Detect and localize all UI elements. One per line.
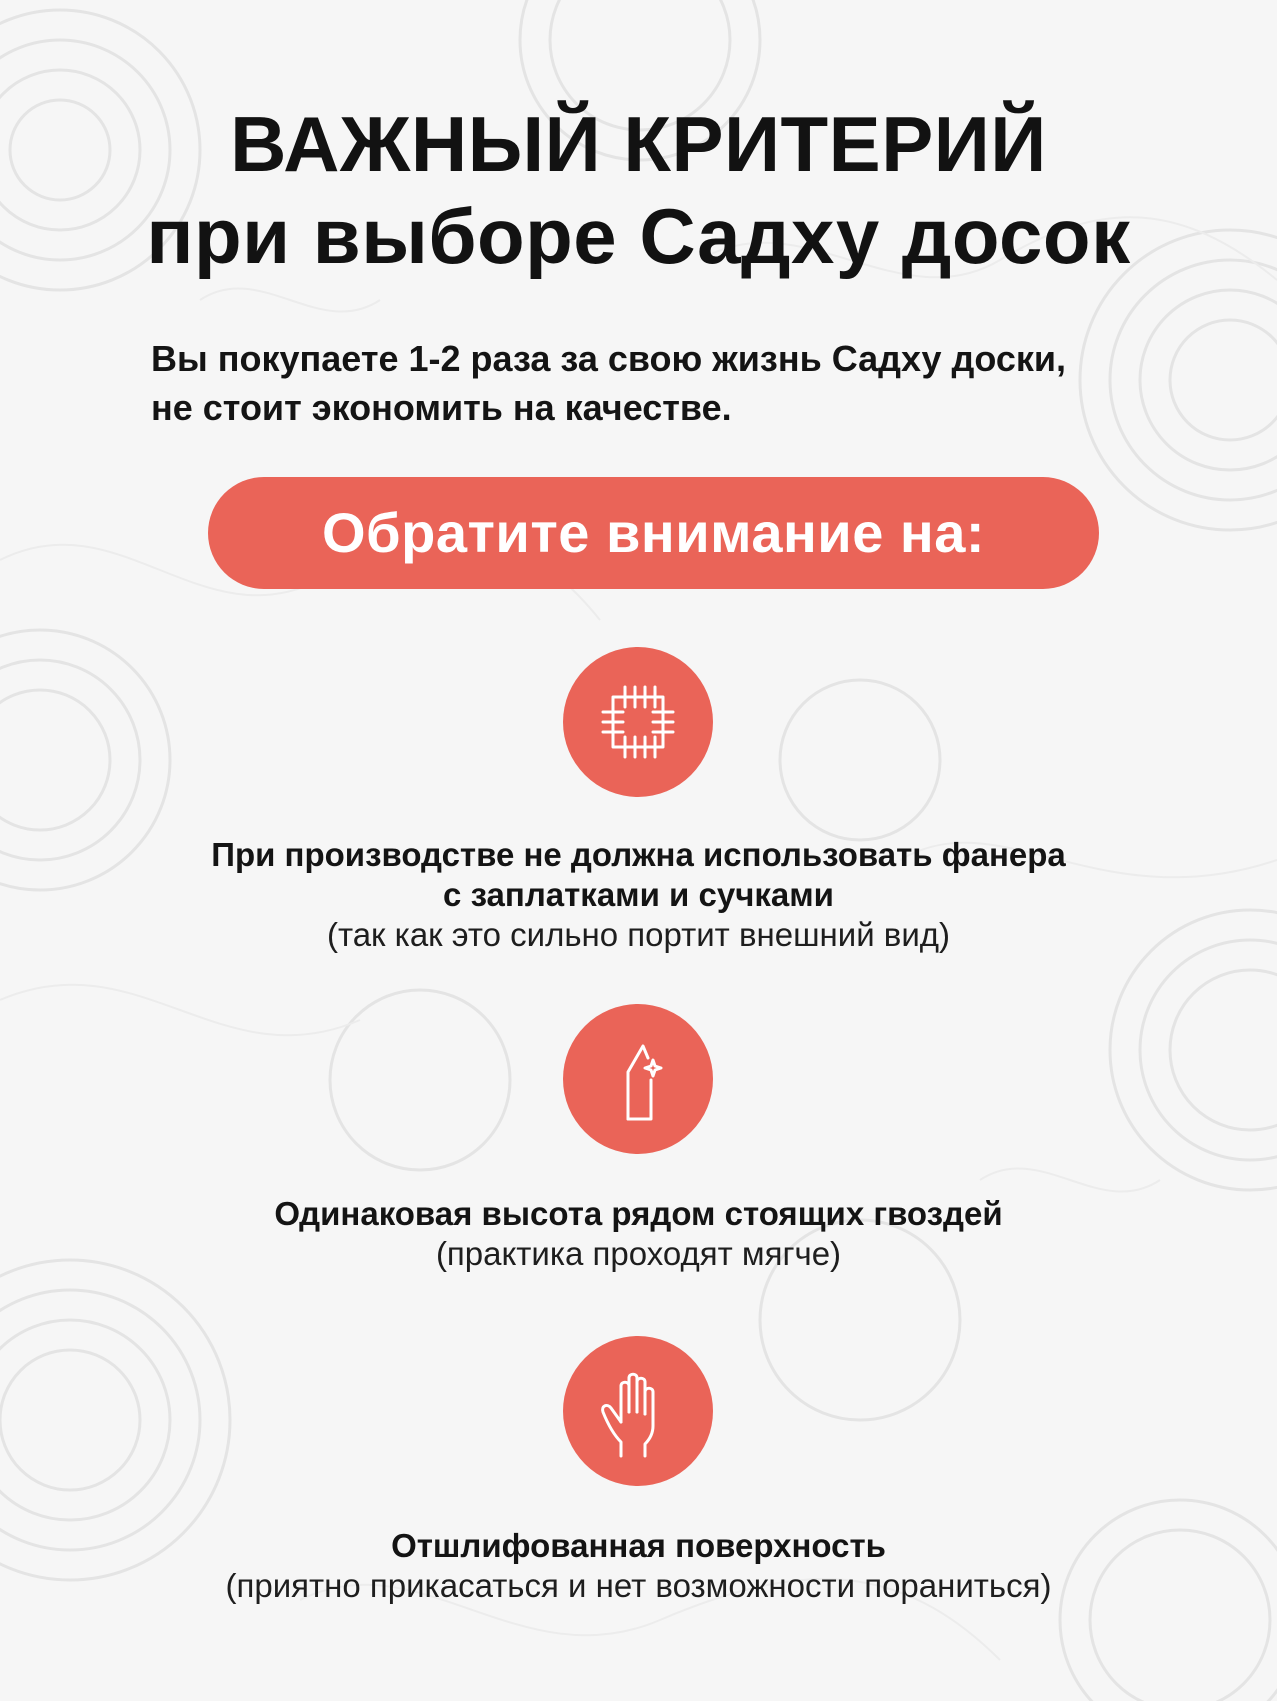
feature-surface-title: Отшлифованная поверхность [391,1527,886,1564]
feature-plywood-note: (так как это сильно портит внешний вид) [326,916,951,953]
intro-line-2: не стоит экономить на качестве. [151,387,732,428]
feature-plywood-title-2: с заплатками и сучками [443,876,834,913]
feature-nails [60,1194,1217,1274]
intro-text [151,334,1151,432]
feature-plywood [60,835,1217,955]
intro-line-1: Вы покупаете 1-2 раза за свою жизнь Садху доски, [151,338,1067,379]
callout-banner: Обратите внимание на: [208,477,1099,589]
page-title [0,98,1277,282]
feature-nails-title: Одинаковая высота рядом стоящих гвоздей [274,1195,1003,1232]
nail-sparkle-icon [563,1004,713,1154]
hand-icon [563,1336,713,1486]
feature-surface [60,1526,1217,1606]
title-line-1: ВАЖНЫЙ КРИТЕРИЙ [230,100,1047,188]
feature-nails-note: (практика проходят мягче) [435,1235,842,1272]
feature-plywood-title-1: При производстве не должна использовать фанера [211,836,1066,873]
plywood-grid-icon [563,647,713,797]
title-line-2: при выборе Садху досок [146,192,1131,280]
feature-surface-note: (приятно прикасаться и нет возможности пораниться) [225,1567,1052,1604]
